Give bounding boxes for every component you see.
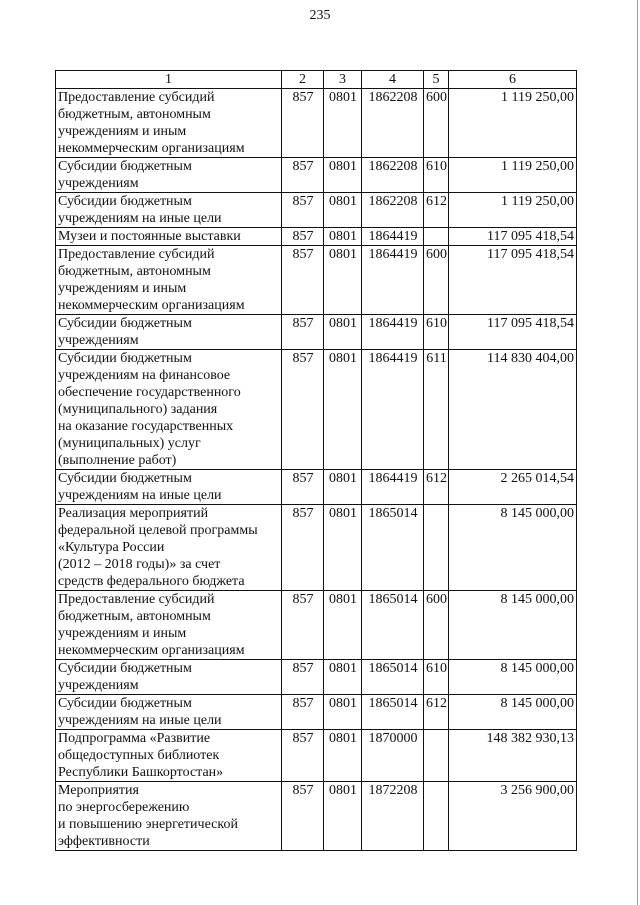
row-code-5 [424, 228, 449, 246]
row-code-2: 857 [282, 193, 324, 228]
table-row [56, 470, 577, 505]
row-code-4: 1865014 [362, 505, 424, 591]
row-code-5 [424, 730, 449, 782]
row-sum: 114 830 404,00 [449, 350, 577, 470]
row-name: Субсидии бюджетным учреждениям [56, 158, 282, 193]
header-col-3: 3 [324, 71, 362, 89]
row-code-4: 1864419 [362, 470, 424, 505]
row-sum: 1 119 250,00 [449, 193, 577, 228]
row-name: Субсидии бюджетным учреждениям на иные цели [56, 193, 282, 228]
row-code-2: 857 [282, 315, 324, 350]
row-sum: 117 095 418,54 [449, 228, 577, 246]
row-code-4: 1870000 [362, 730, 424, 782]
row-code-5: 612 [424, 470, 449, 505]
row-code-5 [424, 505, 449, 591]
row-name: Субсидии бюджетным учреждениям на финансовое обеспечение государственного (муниципального) задания на оказание государственных (муниципальных) услуг (выполнение работ) [56, 350, 282, 470]
row-code-3: 0801 [324, 730, 362, 782]
row-code-2: 857 [282, 660, 324, 695]
row-name: Подпрограмма «Развитие общедоступных библиотек Республики Башкортостан» [56, 730, 282, 782]
header-col-4: 4 [362, 71, 424, 89]
row-code-3: 0801 [324, 246, 362, 315]
page-edge-line [637, 0, 638, 905]
row-sum: 8 145 000,00 [449, 660, 577, 695]
table-row [56, 246, 577, 315]
row-code-2: 857 [282, 89, 324, 158]
table-body [56, 89, 577, 851]
row-sum: 148 382 930,13 [449, 730, 577, 782]
table-row [56, 660, 577, 695]
header-col-1: 1 [56, 71, 282, 89]
row-code-3: 0801 [324, 89, 362, 158]
row-code-4: 1864419 [362, 315, 424, 350]
row-code-4: 1862208 [362, 158, 424, 193]
row-code-2: 857 [282, 695, 324, 730]
table-row [56, 505, 577, 591]
table-row [56, 350, 577, 470]
table-row [56, 591, 577, 660]
row-code-5: 612 [424, 193, 449, 228]
row-name: Мероприятия по энергосбережению и повышению энергетической эффективности [56, 782, 282, 851]
row-code-3: 0801 [324, 315, 362, 350]
row-code-3: 0801 [324, 660, 362, 695]
row-code-2: 857 [282, 246, 324, 315]
row-code-5: 600 [424, 89, 449, 158]
row-sum: 117 095 418,54 [449, 315, 577, 350]
row-name: Субсидии бюджетным учреждениям на иные цели [56, 695, 282, 730]
page-number: 235 [309, 8, 331, 23]
row-name: Реализация мероприятий федеральной целевой программы «Культура России (2012 – 2018 годы)» за счет средств федерального бюджета [56, 505, 282, 591]
row-code-3: 0801 [324, 591, 362, 660]
header-col-5: 5 [424, 71, 449, 89]
row-code-2: 857 [282, 782, 324, 851]
header-col-6: 6 [449, 71, 577, 89]
table-header-row [56, 71, 577, 89]
row-code-2: 857 [282, 591, 324, 660]
row-code-5: 600 [424, 246, 449, 315]
row-sum: 8 145 000,00 [449, 591, 577, 660]
table-row [56, 228, 577, 246]
row-name: Субсидии бюджетным учреждениям [56, 315, 282, 350]
row-name: Субсидии бюджетным учреждениям [56, 660, 282, 695]
row-code-4: 1872208 [362, 782, 424, 851]
row-code-5: 612 [424, 695, 449, 730]
row-code-3: 0801 [324, 350, 362, 470]
row-code-2: 857 [282, 228, 324, 246]
row-code-2: 857 [282, 470, 324, 505]
row-code-2: 857 [282, 350, 324, 470]
row-code-3: 0801 [324, 505, 362, 591]
table-row [56, 730, 577, 782]
table-row [56, 193, 577, 228]
row-code-5: 610 [424, 660, 449, 695]
row-sum: 117 095 418,54 [449, 246, 577, 315]
row-code-2: 857 [282, 505, 324, 591]
row-name: Субсидии бюджетным учреждениям на иные цели [56, 470, 282, 505]
row-code-5: 610 [424, 158, 449, 193]
row-name: Предоставление субсидий бюджетным, автономным учреждениям и иным некоммерческим организациям [56, 246, 282, 315]
row-code-4: 1865014 [362, 591, 424, 660]
row-code-3: 0801 [324, 228, 362, 246]
row-code-5: 610 [424, 315, 449, 350]
row-code-2: 857 [282, 730, 324, 782]
table-row [56, 782, 577, 851]
row-code-3: 0801 [324, 782, 362, 851]
row-code-4: 1864419 [362, 228, 424, 246]
row-code-5 [424, 782, 449, 851]
table-row [56, 158, 577, 193]
row-code-4: 1864419 [362, 350, 424, 470]
row-sum: 2 265 014,54 [449, 470, 577, 505]
row-code-4: 1862208 [362, 193, 424, 228]
row-code-4: 1862208 [362, 89, 424, 158]
header-col-2: 2 [282, 71, 324, 89]
row-code-5: 600 [424, 591, 449, 660]
row-sum: 8 145 000,00 [449, 695, 577, 730]
row-code-5: 611 [424, 350, 449, 470]
table-row [56, 695, 577, 730]
row-code-3: 0801 [324, 158, 362, 193]
row-code-4: 1865014 [362, 660, 424, 695]
row-code-3: 0801 [324, 470, 362, 505]
row-sum: 1 119 250,00 [449, 89, 577, 158]
row-code-4: 1864419 [362, 246, 424, 315]
row-sum: 3 256 900,00 [449, 782, 577, 851]
row-code-4: 1865014 [362, 695, 424, 730]
table-row [56, 315, 577, 350]
row-sum: 8 145 000,00 [449, 505, 577, 591]
row-name: Музеи и постоянные выставки [56, 228, 282, 246]
row-name: Предоставление субсидий бюджетным, автономным учреждениям и иным некоммерческим организациям [56, 591, 282, 660]
row-name: Предоставление субсидий бюджетным, автономным учреждениям и иным некоммерческим организациям [56, 89, 282, 158]
row-code-2: 857 [282, 158, 324, 193]
row-code-3: 0801 [324, 695, 362, 730]
table-row [56, 89, 577, 158]
row-code-3: 0801 [324, 193, 362, 228]
budget-table [55, 70, 577, 851]
row-sum: 1 119 250,00 [449, 158, 577, 193]
